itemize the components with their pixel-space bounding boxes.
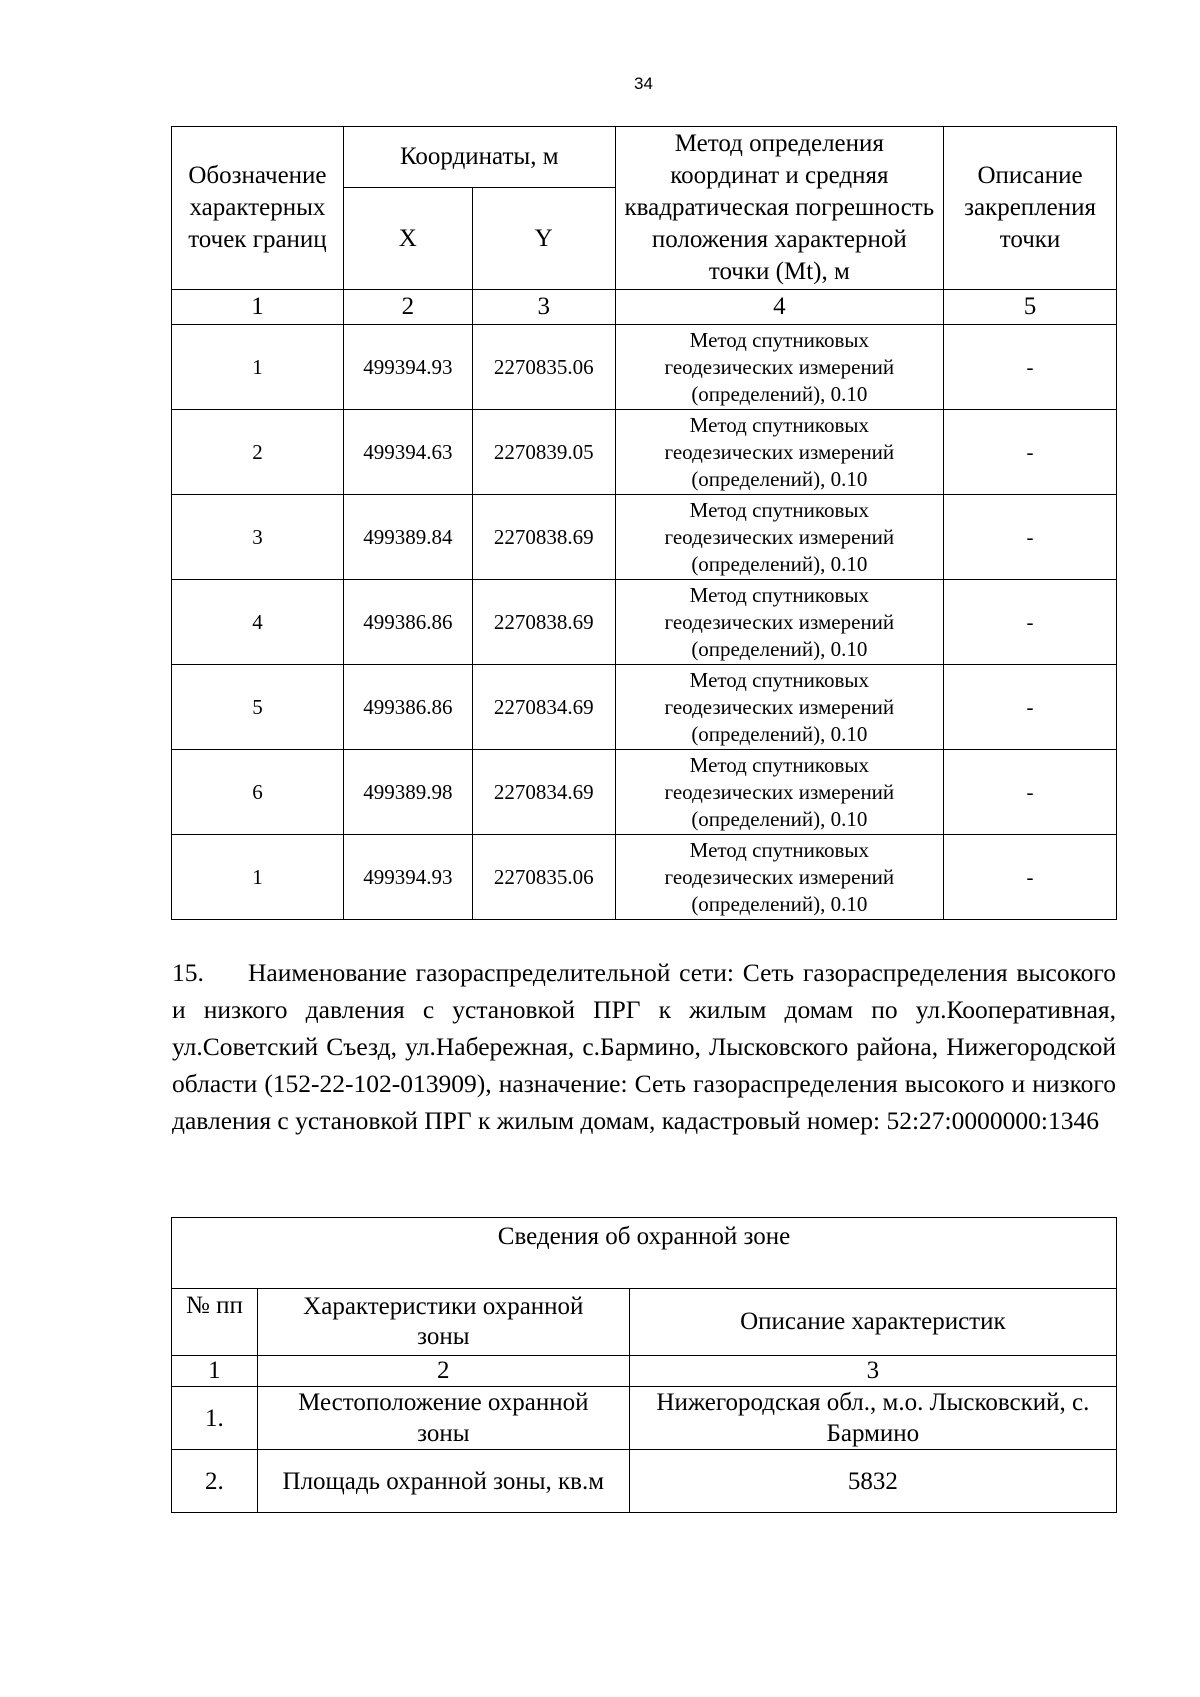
description-cell: - <box>944 665 1117 750</box>
method-cell: Метод спутниковых геодезических измерений (определений), 0.10 <box>615 665 943 750</box>
characteristic-cell: Площадь охранной зоны, кв.м <box>257 1450 629 1513</box>
point-number: 2 <box>172 410 344 495</box>
table-row <box>172 1450 1117 1513</box>
row-number: 2. <box>172 1450 258 1513</box>
table-row <box>172 1387 1117 1450</box>
coordinates-table <box>171 126 1117 920</box>
description-cell: - <box>944 835 1117 920</box>
description-cell: - <box>944 750 1117 835</box>
table-row <box>172 665 1117 750</box>
header-description: Описание закрепления точки <box>944 127 1117 290</box>
y-coordinate: 2270834.69 <box>472 750 615 835</box>
header-method: Метод определения координат и средняя квадратическая погрешность положения характерной точки (Mt), м <box>615 127 943 290</box>
characteristic-cell: Местоположение охранной зоны <box>257 1387 629 1450</box>
method-cell: Метод спутниковых геодезических измерений (определений), 0.10 <box>615 495 943 580</box>
method-cell: Метод спутниковых геодезических измерений (определений), 0.10 <box>615 580 943 665</box>
x-coordinate: 499389.84 <box>343 495 472 580</box>
table-row <box>172 835 1117 920</box>
page-number: 34 <box>634 74 653 93</box>
column-number: 2 <box>257 1356 629 1387</box>
column-number: 4 <box>615 290 943 325</box>
x-coordinate: 499394.93 <box>343 325 472 410</box>
header-designation: Обозначение характерных точек границ <box>172 127 344 290</box>
description-cell: Нижегородская обл., м.о. Лысковский, с. Бармино <box>629 1387 1116 1450</box>
header-x: X <box>343 188 472 290</box>
description-cell: 5832 <box>629 1450 1116 1513</box>
table-row <box>172 580 1117 665</box>
method-cell: Метод спутниковых геодезических измерений (определений), 0.10 <box>615 325 943 410</box>
y-coordinate: 2270838.69 <box>472 495 615 580</box>
point-number: 1 <box>172 835 344 920</box>
table-row <box>172 325 1117 410</box>
column-number-row <box>172 1356 1117 1387</box>
method-cell: Метод спутниковых геодезических измерений (определений), 0.10 <box>615 410 943 495</box>
description-cell: - <box>944 495 1117 580</box>
description-cell: - <box>944 410 1117 495</box>
column-number-row <box>172 290 1117 325</box>
point-number: 1 <box>172 325 344 410</box>
header-description-characteristics: Описание характеристик <box>629 1289 1116 1356</box>
point-number: 6 <box>172 750 344 835</box>
description-cell: - <box>944 325 1117 410</box>
column-number: 5 <box>944 290 1117 325</box>
table-row <box>172 750 1117 835</box>
column-number: 2 <box>343 290 472 325</box>
method-cell: Метод спутниковых геодезических измерений (определений), 0.10 <box>615 750 943 835</box>
point-number: 5 <box>172 665 344 750</box>
y-coordinate: 2270839.05 <box>472 410 615 495</box>
network-description-paragraph <box>172 954 1116 1139</box>
x-coordinate: 499394.93 <box>343 835 472 920</box>
zone-table-title: Сведения об охранной зоне <box>172 1218 1117 1289</box>
table-row <box>172 410 1117 495</box>
protection-zone-table <box>171 1217 1117 1513</box>
y-coordinate: 2270835.06 <box>472 325 615 410</box>
description-cell: - <box>944 580 1117 665</box>
x-coordinate: 499386.86 <box>343 665 472 750</box>
header-coordinates: Координаты, м <box>343 127 615 188</box>
column-number: 1 <box>172 290 344 325</box>
column-number: 3 <box>472 290 615 325</box>
y-coordinate: 2270838.69 <box>472 580 615 665</box>
point-number: 3 <box>172 495 344 580</box>
paragraph-number: 15. <box>172 958 204 987</box>
row-number: 1. <box>172 1387 258 1450</box>
y-coordinate: 2270834.69 <box>472 665 615 750</box>
header-num: № пп <box>172 1289 258 1356</box>
point-number: 4 <box>172 580 344 665</box>
method-cell: Метод спутниковых геодезических измерений (определений), 0.10 <box>615 835 943 920</box>
x-coordinate: 499386.86 <box>343 580 472 665</box>
header-y: Y <box>472 188 615 290</box>
table-row <box>172 495 1117 580</box>
header-characteristics: Характеристики охранной зоны <box>257 1289 629 1356</box>
paragraph-text: Наименование газораспределительной сети: Сеть газораспределения высокого и низкого давления с установкой ПРГ к жилым домам по ул.Кооперативная, ул.Советский Съезд, ул.Набережная, с.Бармино, Лысковского района, Нижегородской области (152-22-102-013909), назначение: Сеть газораспределения высокого и низкого давления с установкой ПРГ к жилым домам, кадастровый номер: 52:27:0000000:1346 <box>172 958 1116 1135</box>
x-coordinate: 499389.98 <box>343 750 472 835</box>
y-coordinate: 2270835.06 <box>472 835 615 920</box>
x-coordinate: 499394.63 <box>343 410 472 495</box>
column-number: 3 <box>629 1356 1116 1387</box>
column-number: 1 <box>172 1356 258 1387</box>
